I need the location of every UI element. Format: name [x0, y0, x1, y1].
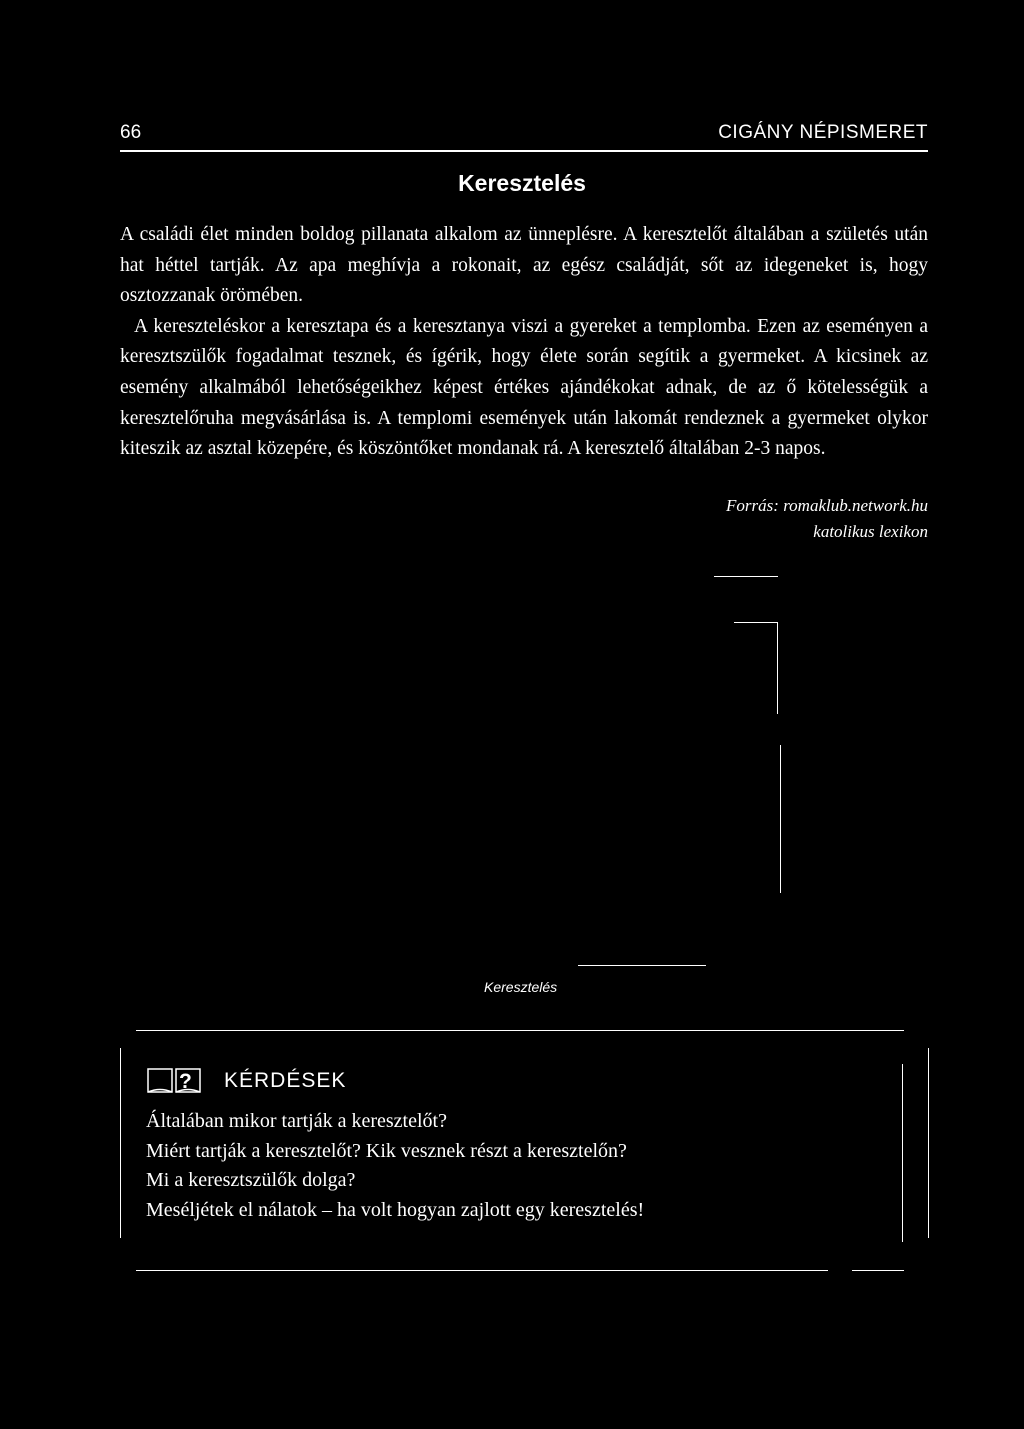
photo-edge-line [734, 622, 778, 623]
body-text [120, 220, 928, 465]
running-title: CIGÁNY NÉPISMERET [718, 122, 928, 143]
box-bottom-border [136, 1270, 828, 1271]
svg-text:?: ? [179, 1070, 192, 1093]
source-citation [726, 493, 928, 545]
photo-edge-line [780, 745, 781, 893]
page-header [120, 118, 928, 152]
question-item: Miért tartják a keresztelőt? Kik vesznek részt a keresztelőn? [146, 1139, 627, 1162]
box-right-border [902, 1064, 903, 1242]
box-top-border [136, 1030, 904, 1031]
box-bottom-border [852, 1270, 904, 1271]
questions-title: KÉRDÉSEK [224, 1069, 347, 1092]
photo-edge-line [578, 965, 706, 966]
box-right-border [928, 1048, 929, 1238]
questions-header [146, 1066, 346, 1096]
section-title: Keresztelés [458, 170, 586, 196]
questions-box [120, 1030, 930, 1270]
question-item: Általában mikor tartják a keresztelőt? [146, 1110, 447, 1132]
image-caption: Keresztelés [484, 979, 558, 995]
source-line-2: katolikus lexikon [813, 522, 928, 541]
questions-list [146, 1107, 786, 1225]
paragraph-2: A kereszteléskor a keresztapa és a keresztanya viszi a gyereket a templomba. Ezen az eseményen a keresztszülők fogadalmat tesznek, és ígérik, hogy élete során segítik a gyermeket. A kicsinek az esemény alkalmából lehetőségeikhez képest értékes ajándékokat adnak, de az ő kötelességük a keresztelőruha megvásárlása is. A templomi események után lakomát rendeznek a gyermeket olykor kiteszik az asztal közepére, és köszöntőket mondanak rá. A keresztelő általában 2-3 napos. [120, 315, 928, 460]
question-book-icon [146, 1066, 202, 1096]
paragraph-1: A családi élet minden boldog pillanata alkalom az ünneplésre. A keresztelőt általában a születés után hat héttel tartják. Az apa meghívja a rokonait, az egész családját, sőt az idegeneket is, hogy osztozzanak örömében. [120, 224, 928, 307]
box-left-border [120, 1048, 121, 1238]
question-item: Mi a keresztszülők dolga? [146, 1169, 356, 1191]
question-item: Meséljétek el nálatok – ha volt hogyan zajlott egy keresztelés! [146, 1198, 645, 1221]
page-number: 66 [120, 122, 142, 143]
source-line-1: Forrás: romaklub.network.hu [726, 496, 928, 515]
photo-edge-line [777, 622, 778, 714]
photo-edge-line [714, 576, 778, 577]
